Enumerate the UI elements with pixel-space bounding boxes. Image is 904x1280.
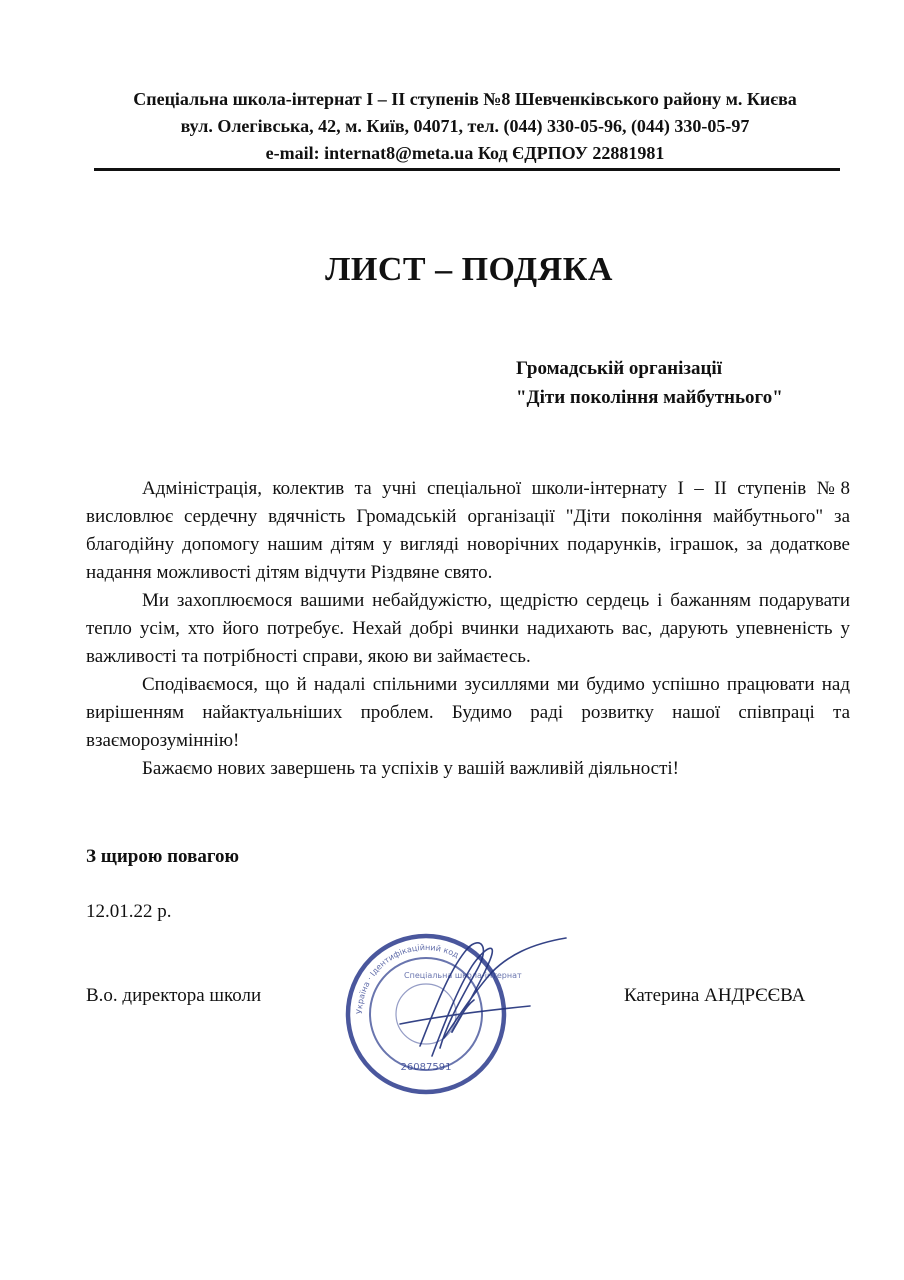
- seal-code: 26087591: [400, 1062, 452, 1073]
- addressee-line-1: Громадській організації: [516, 358, 722, 379]
- official-seal-with-signature: [340, 928, 580, 1100]
- letterhead-divider: [94, 168, 840, 171]
- body-paragraph-2: Ми захоплюємося вашими небайдужістю, щедрістю сердець і бажанням подарувати тепло усім, хто його потребує. Нехай добрі вчинки надихають вас, дарують упевненість у важливості та потрібності справи, якою ви займаєтесь.: [86, 590, 850, 667]
- body-paragraph-3: Сподіваємося, що й надалі спільними зусиллями ми будимо успішно працювати над вирішенням найактуальніших проблем. Будимо раді розвитку нашої співпраці та взаєморозуміннiю!: [86, 674, 850, 751]
- seal-inner-text: Спеціальна школа-інтернат: [404, 971, 522, 980]
- document-title: ЛИСТ – ПОДЯКА: [325, 251, 613, 288]
- letterhead-school-name: Спеціальна школа-інтернат І – ІІ ступенів №8 Шевченківського району м. Києва: [133, 89, 797, 109]
- letter-body: [86, 475, 850, 783]
- body-paragraph-4: Бажаємо нових завершень та успіхів у вашій важливій діяльності!: [142, 758, 680, 779]
- handwritten-signature: [400, 938, 566, 1056]
- signatory-name: Катерина АНДРЄЄВА: [624, 985, 806, 1006]
- seal-ring-text: Україна · Ідентифікаційний код: [354, 942, 461, 1015]
- letter-date: 12.01.22 р.: [86, 901, 172, 922]
- signatory-role: В.о. директора школи: [86, 985, 262, 1006]
- letterhead-contacts: e-mail: internat8@meta.ua Код ЄДРПОУ 22881981: [265, 143, 665, 163]
- closing-phrase: З щирою повагою: [86, 846, 240, 867]
- letterhead: [90, 86, 840, 167]
- letterhead-address: вул. Олегівська, 42, м. Київ, 04071, тел. (044) 330-05-96, (044) 330-05-97: [180, 116, 750, 136]
- addressee: [516, 354, 783, 412]
- body-paragraph-1: Адміністрація, колектив та учні спеціальної школи-інтернату І – ІІ ступенів №8 висловлює сердечну вдячність Громадській організації "Діти покоління майбутнього" за благодійну допомогу нашим дітям у вигляді новорічних подарунків, іграшок, за додаткове надання можливості дітям відчути Різдвяне свято.: [86, 478, 850, 583]
- addressee-line-2: "Діти покоління майбутнього": [516, 387, 783, 408]
